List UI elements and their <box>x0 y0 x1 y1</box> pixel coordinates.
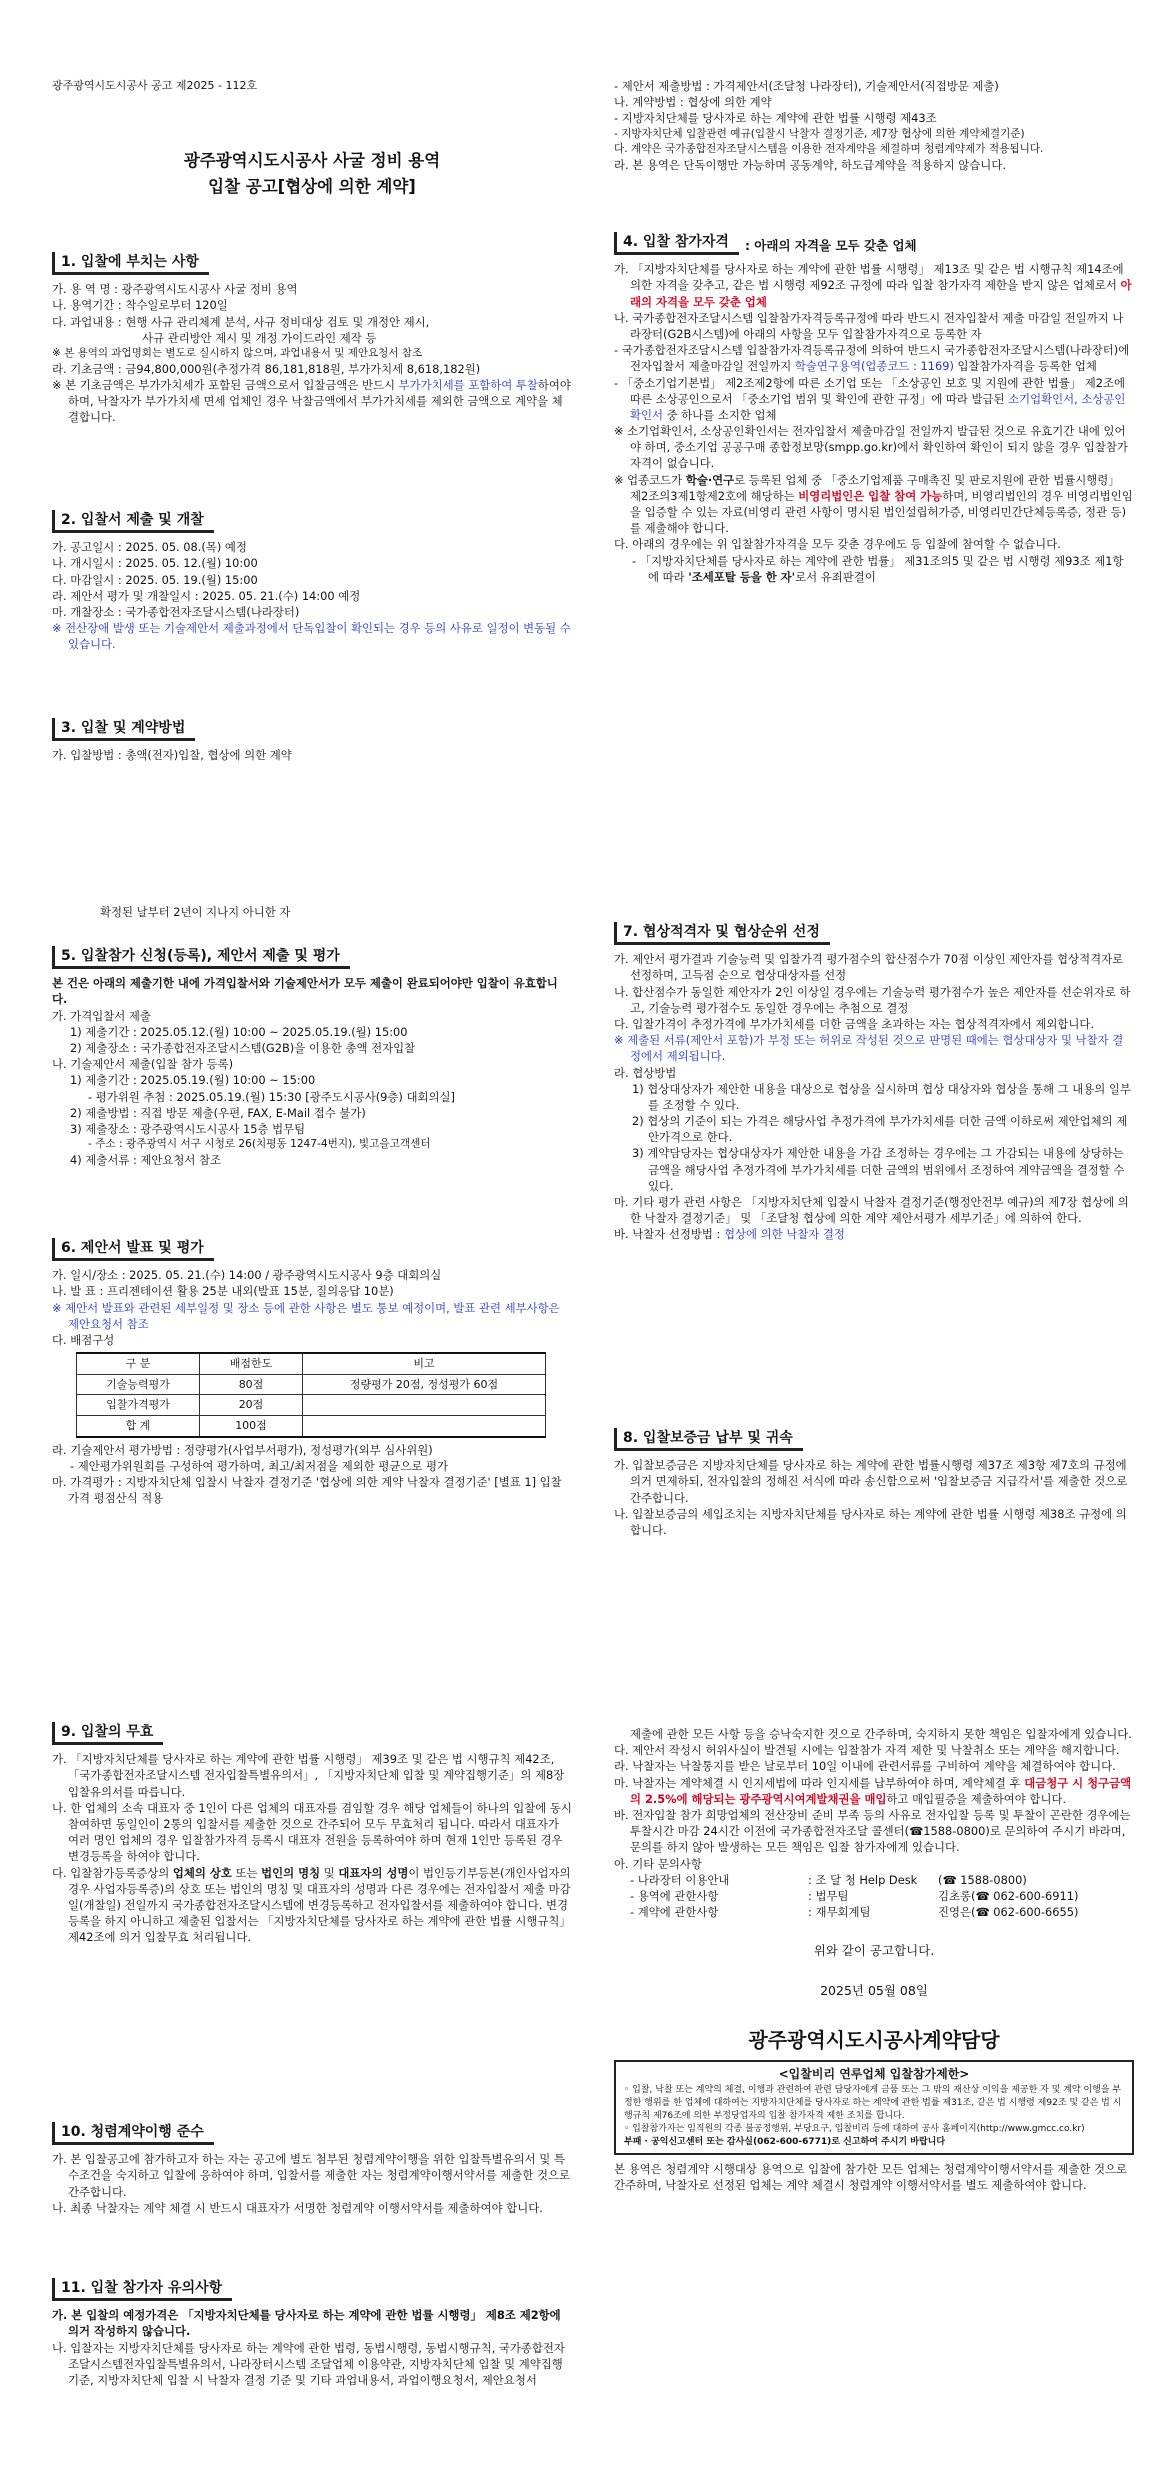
contact-phone: (☎ 1588-0800) <box>938 1872 1027 1887</box>
s7-note: ※ 제출된 서류(제안서 포함)가 부정 또는 허위로 작성된 것으로 판명된 때에는 협상대상자 및 낙찰자 결정에서 제외됩니다. <box>614 1033 1124 1064</box>
title-line-1: 광주광역시도시공사 사굴 정비 용역 <box>183 151 441 170</box>
s4-p6c: 로 등록된 업체 중 「중소기업제품 구매촉진 및 판로지원에 관한 법률시행령」 제2조의3제1항제2호에 해당하는 <box>630 472 1120 503</box>
r3-line: 아. 기타 문의사항 <box>614 1856 702 1871</box>
s6-line: - 제안평가위원회를 구성하여 평가하며, 최고/최저점을 제외한 평균으로 평가 <box>70 1458 449 1473</box>
r3-m <box>614 1775 1134 1807</box>
s5-intro: 본 건은 아래의 제출기한 내에 가격입찰서와 기술제안서가 모두 제출이 완료되어야만 입찰이 유효합니다. <box>52 976 558 1007</box>
s9-l3d: 법인의 명칭 <box>261 1865 321 1880</box>
page-2 <box>0 860 1168 1720</box>
section-10-title: 10. 청렴계약이행 준수 <box>52 2122 214 2145</box>
s5-line: - 평가위원 추첨 : 2025.05.19.(월) 15:30 [광주도시공사(9층) 대회의실] <box>88 1089 455 1104</box>
s6-line: 마. 가격평가 : 지방자치단체 입찰시 낙찰자 결정기준 '협상에 의한 계약 낙찰자 결정기준' [별표 1] 입찰가격 평점산식 적용 <box>52 1474 562 1506</box>
section-4 <box>614 232 1134 585</box>
section-4-title: 4. 입찰 참가자격 <box>614 232 739 255</box>
s4-p6 <box>614 472 1134 537</box>
s1-line: 라. 기초금액 : 금94,800,000원(추정가격 86,181,818원, 부가가치세 8,618,182원) <box>52 361 481 376</box>
s6-line: 나. 발 표 : 프리젠테이션 활용 25분 내외(발표 15분, 질의응답 10분) <box>52 1284 394 1299</box>
s4-p8b: '조세포탈 등을 한 자' <box>688 569 796 584</box>
closing-text: 위와 같이 공고합니다. <box>813 1943 935 1959</box>
table-row <box>77 1374 546 1395</box>
table-cell <box>303 1395 546 1416</box>
s1-vat-b: 부가가치세를 포함하여 투찰 <box>398 378 538 393</box>
s2-line: 가. 공고일시 : 2025. 05. 08.(목) 예정 <box>52 540 247 555</box>
section-2-title: 2. 입찰서 제출 및 개찰 <box>52 510 214 533</box>
s5-line: 4) 제출서류 : 제안요청서 참조 <box>70 1153 222 1168</box>
s5-line: 가. 가격입찰서 제출 <box>52 1008 151 1023</box>
right-bottom-block <box>614 1726 1134 2193</box>
s4-p4 <box>614 375 1134 424</box>
table-row <box>77 1395 546 1416</box>
s3-line: 가. 입찰방법 : 총액(전자)입찰, 협상에 의한 계약 <box>52 748 292 763</box>
s7-last <box>614 1226 1134 1242</box>
section-1 <box>52 252 572 426</box>
contact-label: - 용역에 관한사항 <box>630 1888 719 1903</box>
r0-line: 나. 계약방법 : 협상에 의한 계약 <box>614 95 772 110</box>
page-title <box>52 148 572 201</box>
s6-line: 라. 기술제안서 평가방법 : 정량평가(사업부서평가), 정성평가(외부 심사위원) <box>52 1442 433 1457</box>
s11-bold: 가. 본 입찰의 예정가격은 「지방자치단체를 당사자로 하는 계약에 관한 법률 시행령」 제8조 제2항에 의거 작성하지 않습니다. <box>52 2308 561 2339</box>
notice-box-line: 부패 · 공익신고센터 또는 감사실(062-600-6771)로 신고하여 주시기 바랍니다 <box>624 2136 946 2147</box>
section-2 <box>52 510 572 653</box>
r0-line: - 제안서 제출방법 : 가격제안서(조달청 나라장터), 기술제안서(직접방문 제출) <box>614 79 999 93</box>
contact-dept: : 재무회계팀 <box>808 1905 871 1920</box>
s4-p3 <box>614 342 1134 374</box>
s5-line: 1) 제출기간 : 2025.05.19.(월) 10:00 ~ 15:00 <box>70 1073 316 1088</box>
r3-m-b: 대금청구 시 청구금액의 2.5%에 해당되는 광주광역시여계발채권을 매입 <box>630 1775 1132 1806</box>
notice-number: 광주광역시도시공사 공고 제2025 - 112호 <box>52 79 258 92</box>
page-1 <box>0 0 1168 830</box>
table-cell: 기술능력평가 <box>77 1374 200 1395</box>
table-header: 배점한도 <box>200 1353 303 1374</box>
s7-line: 가. 제안서 평가결과 기술능력 및 입찰가격 평가점수의 합산점수가 70점 이상인 제안자를 협상적격자로 선정하며, 고득점 순으로 협상대상자를 선정 <box>614 952 1124 983</box>
s4-p6d: 비영리법인은 입찰 참여 가능 <box>798 488 943 503</box>
s4-p4b: 소기업확인서, 소상공인확인서 <box>630 391 1126 422</box>
s7-line: 라. 협상방법 <box>614 1065 677 1080</box>
section-4-subtitle: : 아래의 자격을 모두 갖춘 업체 <box>744 238 917 254</box>
s6-line: 다. 배점구성 <box>52 1332 115 1347</box>
notice-box-line: ◦ 입찰, 낙찰 또는 계약의 체결, 이행과 관련하여 관련 담당자에게 금품 또는 그 밖의 재산상 이익을 제공한 자 및 계약 이행을 부정한 행위를 한 업체에 대하여는 지방자치단체를 당사자로 하는 계약에 관한 법률 제31조, 같은 법 시행령 제92조 및 같은 법 시행규칙 제76조에 의한 부정당업자의 입찰 참가자격 제한 조치를 합니다. <box>624 2084 1122 2121</box>
section-6 <box>52 1238 572 1506</box>
s1-line: ※ 본 용역의 과업명회는 별도로 실시하지 않으며, 과업내용서 및 제안요청서 참조 <box>52 346 423 359</box>
section-5-title: 5. 입찰참가 신청(등록), 제안서 제출 및 평가 <box>52 946 350 969</box>
contact-phone: 김초롱(☎ 062-600-6911) <box>938 1888 1079 1903</box>
s4-p1b: 아래의 자격을 모두 갖춘 업체 <box>630 278 1132 309</box>
r3-m-a: 마. 낙찰자는 계약체결 시 인지세법에 따라 인지세를 납부하여야 하며, 계약체결 후 <box>614 1775 1025 1790</box>
page-3 <box>0 1718 1168 2478</box>
right-top-block <box>614 78 1134 173</box>
s4-p3a: - 국가종합전자조달시스템 입찰참가자격등록규정에 의하여 반드시 국가종합전자조달시스템(나라장터)에 전자입찰서 제출마감일 전일까지 <box>614 343 1130 374</box>
s5-line: 1) 제출기간 : 2025.05.12.(월) 10:00 ~ 2025.05.19.(월) 15:00 <box>70 1024 408 1039</box>
s7-line: 다. 입찰가격이 추정가격에 부가가치세를 더한 금액을 초과하는 자는 협상적격자에서 제외합니다. <box>614 1016 1094 1031</box>
table-cell: 합 계 <box>77 1415 200 1436</box>
title-line-2: 입찰 공고[협상에 의한 계약] <box>208 177 416 197</box>
s4-p8 <box>614 553 1134 585</box>
s7-last-a: 바. 낙찰자 선정방법 : <box>614 1227 724 1242</box>
s11-line: 나. 입찰자는 지방자치단체를 당사자로 하는 계약에 관한 법령, 동법시행령, 동법시행규칙, 국가종합전자조달시스템전자입찰특별유의서, 나라장터시스템 조달업체 이용약관, 지방자치단체 입찰 및 계약집행기준, 지방자치단체 입찰 시 낙찰자 결정 기준 및 기타 과업내용서, 과업이행요청서, 제안요청서 <box>52 2340 565 2387</box>
s7-line: 3) 계약담당자는 협상대상자가 제안한 내용을 가감 조정하는 경우에는 그 가감되는 내용에 상당하는 금액을 해당사업 추정가격에 부가가치세를 더한 금액의 범위에서 조정하여 계약금액을 결정할 수 있다. <box>632 1146 1125 1193</box>
bid-rigging-notice-box <box>614 2060 1134 2155</box>
s5-line: 2) 제출장소 : 국가종합전자조달시스템(G2B)을 이용한 총액 전자입찰 <box>70 1040 416 1055</box>
s7-line: 마. 기타 평가 관련 사항은 「지방자치단체 입찰시 낙찰자 결정기준(행정안전부 예규)의 제7장 협상에 의한 낙찰자 결정기준」 및 「조달청 협상에 의한 계약 제안서평가 세부기준」에 의하여 한다. <box>614 1195 1129 1226</box>
s1-line: 나. 용역기간 : 착수일로부터 120일 <box>52 298 228 313</box>
contact-phone: 진영은(☎ 062-600-6655) <box>938 1905 1079 1920</box>
s5-line: - 주소 : 광주광역시 서구 시청로 26(치평동 1247-4번지), 빛고을고객센터 <box>88 1138 431 1151</box>
s9-line-3 <box>52 1865 572 1946</box>
table-header: 구 분 <box>77 1353 200 1374</box>
table-cell: 정량평가 20점, 정성평가 60점 <box>303 1374 546 1395</box>
section-1-title: 1. 입찰에 부치는 사항 <box>52 252 209 275</box>
s4-p5: ※ 소기업확인서, 소상공인확인서는 전자입찰서 제출마감일 전일까지 발급된 것으로 유효기간 내에 있어야 하며, 중소기업 공공구매 종합정보망(smpp.go.kr)에서 확인하여 확인이 되지 않을 경우 입찰참가 자격이 없습니다. <box>614 424 1128 471</box>
s9-l3a: 다. 입찰참가등록증상의 <box>52 1865 173 1880</box>
s4-p1a: 가. 「지방자치단체를 당사자로 하는 계약에 관한 법률 시행령」 제13조 및 같은 법 시행규칙 제14조에 의한 자격을 갖추고, 같은 법 시행령 제92조 규정에 따라 입찰 참가자격 제한을 받지 않은 업체로서 <box>614 262 1124 293</box>
table-cell: 20점 <box>200 1395 303 1416</box>
s1-vat-a: ※ 본 기초금액은 부가가치세가 포함된 금액으로서 입찰금액은 반드시 <box>52 378 399 393</box>
r3-line: 제출에 관한 모든 사항 등을 승낙숙지한 것으로 간주하며, 숙지하지 못한 책임은 입찰자에게 있습니다. <box>630 1727 1132 1741</box>
final-paragraph: 본 용역은 청렴계약 시행대상 용역으로 입찰에 참가한 모든 업체는 청렴계약이행서약서를 제출한 것으로 간주하며, 낙찰자로 선정된 업체는 계약 체결시 청렴계약 이행서약서를 별도 제출하여야 합니다. <box>614 2161 1127 2192</box>
s7-line: 2) 협상의 기준이 되는 가격은 해당사업 추정가격에 부가가치세를 더한 금액 이하로써 제안업체의 제안가격으로 한다. <box>632 1114 1128 1145</box>
s5-line: 2) 제출방법 : 직접 방문 제출(우편, FAX, E-Mail 접수 불가) <box>70 1105 366 1120</box>
s8-line: 나. 입찰보증금의 세입조치는 지방자치단체를 당사자로 하는 계약에 관한 법률 시행령 제38조 규정에 의합니다. <box>614 1506 1127 1537</box>
section-7-title: 7. 협상적격자 및 협상순위 선정 <box>614 922 830 945</box>
contact-row <box>614 1872 1134 1888</box>
s2-line: 라. 제안서 평가 및 개찰일시 : 2025. 05. 21.(수) 14:00 예정 <box>52 588 361 603</box>
s9-l3e: 및 <box>320 1865 339 1880</box>
section-8-title: 8. 입찰보증금 납부 및 귀속 <box>614 1428 803 1451</box>
s9-l3b: 업체의 상호 <box>172 1865 232 1880</box>
s4-p2: 나. 국가종합전자조달시스템 입찰참가자격등록규정에 따라 반드시 전자입찰서 제출 마감일 전일까지 나라장터(G2B시스템)에 아래의 사항을 모두 입찰참가자격으로 등록한 자 <box>614 310 1124 341</box>
s2-line: 다. 마감일시 : 2025. 05. 19.(월) 15:00 <box>52 572 258 587</box>
section-3-title: 3. 입찰 및 계약방법 <box>52 718 195 741</box>
contact-row <box>614 1888 1134 1904</box>
s5-line: 나. 기술제안서 제출(입찰 참가 등록) <box>52 1057 234 1072</box>
section-5 <box>52 946 572 1168</box>
section-7 <box>614 922 1134 1243</box>
s7-line: 나. 합산점수가 동일한 제안자가 2인 이상일 경우에는 기술능력 평가점수가 높은 제안자를 선순위자로 하고, 기술능력 평가점수도 동일한 경우에는 추첨으로 결정 <box>614 984 1131 1015</box>
r3-line: 라. 낙찰자는 낙찰통지를 받은 날로부터 10일 이내에 관련서류를 구비하여 계약을 체결하여야 합니다. <box>614 1759 1116 1774</box>
s9-l3c: 또는 <box>231 1865 262 1880</box>
contact-row <box>614 1904 1134 1920</box>
signoff: 광주광역시도시공사계약담당 <box>748 2027 1000 2052</box>
notice-box-title: <입찰비리 연루업체 입찰참가제한> <box>778 2067 970 2082</box>
s9-l3f: 대표자의 성명 <box>338 1865 409 1880</box>
r0-line: 라. 본 용역은 단독이행만 가능하며 공동계약, 하도급계약을 적용하지 않습니다. <box>614 157 1006 172</box>
notice-date: 2025년 05월 08일 <box>820 1983 928 1998</box>
s5-line: 3) 제출장소 : 광주광역시도시공사 15층 법무팀 <box>70 1121 306 1136</box>
s8-line: 가. 입찰보증금은 지방자치단체를 당사자로 하는 계약에 관한 법률시행령 제37조 제3항 제7호의 규정에 의거 면제하되, 전자입찰의 정해진 서식에 따라 송신함으로써 '입찰보증금 지급각서'를 제출한 것으로 간주합니다. <box>614 1458 1128 1505</box>
s1-vat-note <box>52 377 572 426</box>
s4-p7: 다. 아래의 경우에는 위 입찰참가자격을 모두 갖춘 경우에도 등 입찰에 참여할 수 없습니다. <box>614 537 1061 552</box>
s4-p4a: - 「중소기업기본법」 제2조제2항에 따른 소기업 또는 「소상공인 보호 및 지원에 관한 법률」 제2조에 따른 소상공인으로서 「중소기업 범위 및 확인에 관한 규정」에 따라 발급된 <box>614 375 1125 406</box>
section-10 <box>52 2122 572 2216</box>
table-cell: 80점 <box>200 1374 303 1395</box>
s4-p6a: ※ 업종코드가 <box>614 472 686 487</box>
s6-line: 가. 일시/장소 : 2025. 05. 21.(수) 14:00 / 광주광역시도시공사 9층 대회의실 <box>52 1268 442 1283</box>
s1-line: 다. 과업내용 : 현행 사규 관리체계 분석, 사규 정비대상 검토 및 개정안 제시, <box>52 314 430 329</box>
section-6-title: 6. 제안서 발표 및 평가 <box>52 1238 214 1261</box>
section-11 <box>52 2278 572 2388</box>
r3-line: 바. 전자입찰 참가 희망업체의 전산장비 준비 부족 등의 사유로 전자입찰 등록 및 투찰이 곤란한 경우에는 투찰시간 마감 24시간 이전에 국가종합전자조달 콜센터(☎1588-0800)로 문의하여 주시기 바라며, 문의를 하지 않아 발생하는 모든 책임은 입찰 참가자에게 있습니다. <box>614 1807 1131 1855</box>
s2-line: 마. 개찰장소 : 국가종합전자조달시스템(나라장터) <box>52 604 300 619</box>
section-9-title: 9. 입찰의 무효 <box>52 1722 163 1745</box>
s4-p3b: 학술연구용역(업종코드 : 1169) <box>794 359 954 374</box>
s4-p8a: - 「지방자치단체를 당사자로 하는 계약에 관한 법률」 제31조의5 및 같은 법 시행령 제93조 제1항에 따라 <box>632 553 1124 584</box>
table-header: 비고 <box>303 1353 546 1374</box>
s9-l3g: 이 법인등기부등본(개인사업자의 경우 사업자등록증)의 상호 또는 법인의 명칭 및 대표자의 성명과 다른 경우에는 전자입찰서 제출 마감일(개찰일) 전일까지 국가종합전자조달시스템에 변경등록하고 전자입찰서를 제출하여야 합니다. 변경 등록을 하지 아니하고 제출된 입찰서는 「지방자치단체를 당사자로 하는 계약에 관한 법률 시행규칙」 제42조에 의거 입찰무효 처리됩니다. <box>68 1865 571 1945</box>
s2-line: 나. 개시일시 : 2025. 05. 12.(월) 10:00 <box>52 556 258 571</box>
table-cell: 100점 <box>200 1415 303 1436</box>
contact-label: - 나라장터 이용안내 <box>630 1872 730 1887</box>
r0-line: 다. 계약은 국가종합전자조달시스템을 이용한 전자계약을 체결하며 청렴계약제가 적용됩니다. <box>614 142 1044 155</box>
s4-p8c: 로서 유죄판결이 <box>795 569 876 584</box>
section-3 <box>52 718 572 763</box>
section-8 <box>614 1428 1134 1538</box>
s4-p6b: 학술·연구 <box>685 472 735 487</box>
contact-label: - 계약에 관한사항 <box>630 1905 719 1920</box>
r3-line: 다. 제안서 작성시 허위사실이 발견될 시에는 입찰참가 자격 제한 및 낙찰취소 또는 계약을 해지합니다. <box>614 1743 1120 1758</box>
s10-line: 가. 본 입찰공고에 참가하고자 하는 자는 공고에 별도 첨부된 청렴계약이행을 위한 입찰특별유의서 및 특수조건을 숙지하고 입찰에 응하여야 하며, 입찰서를 제출한 자는 청렴계약이행서약서를 제출한 것으로 간주합니다. <box>52 2152 570 2199</box>
table-cell <box>303 1415 546 1436</box>
s7-line: 1) 협상대상자가 제안한 내용을 대상으로 협상을 실시하며 협상 대상자와 협상을 통해 그 내용의 일부를 조정할 수 있다. <box>632 1081 1131 1112</box>
score-table <box>76 1352 546 1437</box>
r0-line: - 지방자치단체 입찰관련 예규(입찰시 낙찰자 결정기준, 제7장 협상에 의한 계약체결기준) <box>614 127 1025 140</box>
s2-note: ※ 전산장애 발생 또는 기술제안서 제출과정에서 단독입찰이 확인되는 경우 등의 사유로 일정이 변동될 수 있습니다. <box>52 621 571 652</box>
s4-p1 <box>614 261 1134 310</box>
section-11-title: 11. 입찰 참가자 유의사항 <box>52 2278 232 2301</box>
s4-p3c: 입찰참가자격을 등록한 업체 <box>953 359 1097 374</box>
table-row <box>77 1415 546 1436</box>
s4-p4c: 중 하나를 소지한 업체 <box>663 407 777 422</box>
s9-line: 가. 「지방자치단체를 당사자로 하는 계약에 관한 법률 시행령」 제39조 및 같은 법 시행규칙 제42조, 「국가종합전자조달시스템 전자입찰특별유의서」, 「지방자치단체 입찰 및 계약집행기준」의 제8장 입찰유의서를 따릅니다. <box>52 1752 565 1799</box>
table-cell: 입찰가격평가 <box>77 1395 200 1416</box>
s1-vat-c: 하여야 하며, 낙찰자가 부가가치세 면세 업체인 경우 낙찰금액에서 부가가치세를 제외한 금액으로 계약을 체결합니다. <box>68 378 571 425</box>
orphan-line: 확정된 날부터 2년이 지나지 아니한 자 <box>100 905 291 919</box>
notice-box-line: ◦ 입찰참가자는 임직원의 각종 불공정행위, 부당요구, 입찰비리 등에 대하여 공사 홈페이지(http://www.gmcc.co.kr) <box>624 2123 1085 2134</box>
s10-line: 나. 최종 낙찰자는 계약 체결 시 반드시 대표자가 서명한 청렴계약 이행서약서를 제출하여야 합니다. <box>52 2200 543 2215</box>
r0-line: - 지방자치단체를 당사자로 하는 계약에 관한 법률 시행령 제43조 <box>614 111 937 126</box>
s7-last-b: 협상에 의한 낙찰자 결정 <box>723 1227 845 1242</box>
s9-line: 나. 한 업체의 소속 대표자 중 1인이 다른 업체의 대표자를 겸임할 경우 해당 업체들이 하나의 입찰에 동시 참여하면 동일인이 2통의 입찰서를 제출한 것으로 간주되어 모두 무효처리 됩니다. 따라서 대표자가 여러 명인 업체의 경우 입찰참가자격 등록시 대표자 전원을 등록하여야 하며 현재 1인만 등록된 경우 변경등록을 하여야 합니다. <box>52 1800 572 1864</box>
s4-p6e: 하며, 비영리법인의 경우 비영리법인임을 입증할 수 있는 자료(비영리 관련 사항이 명시된 법인설립허가증, 비영리민간단체등록증, 정관 등)를 제출해야 합니다. <box>630 488 1133 536</box>
s1-line: 가. 용 역 명 : 광주광역시도시공사 사굴 정비 용역 <box>52 282 298 297</box>
contact-dept: : 법무팀 <box>808 1888 849 1903</box>
s6-note: ※ 제안서 발표와 관련된 세부일정 및 장소 등에 관한 사항은 별도 통보 예정이며, 발표 관련 세부사항은 제안요청서 참조 <box>52 1300 560 1331</box>
r3-m-c: 하고 매입필증을 제출하여야 합니다. <box>886 1791 1067 1806</box>
s1-line: 사규 관리방안 제시 및 개정 가이드라인 제작 등 <box>142 330 377 345</box>
contact-dept: : 조 달 청 Help Desk <box>808 1872 918 1887</box>
section-9 <box>52 1722 572 1945</box>
